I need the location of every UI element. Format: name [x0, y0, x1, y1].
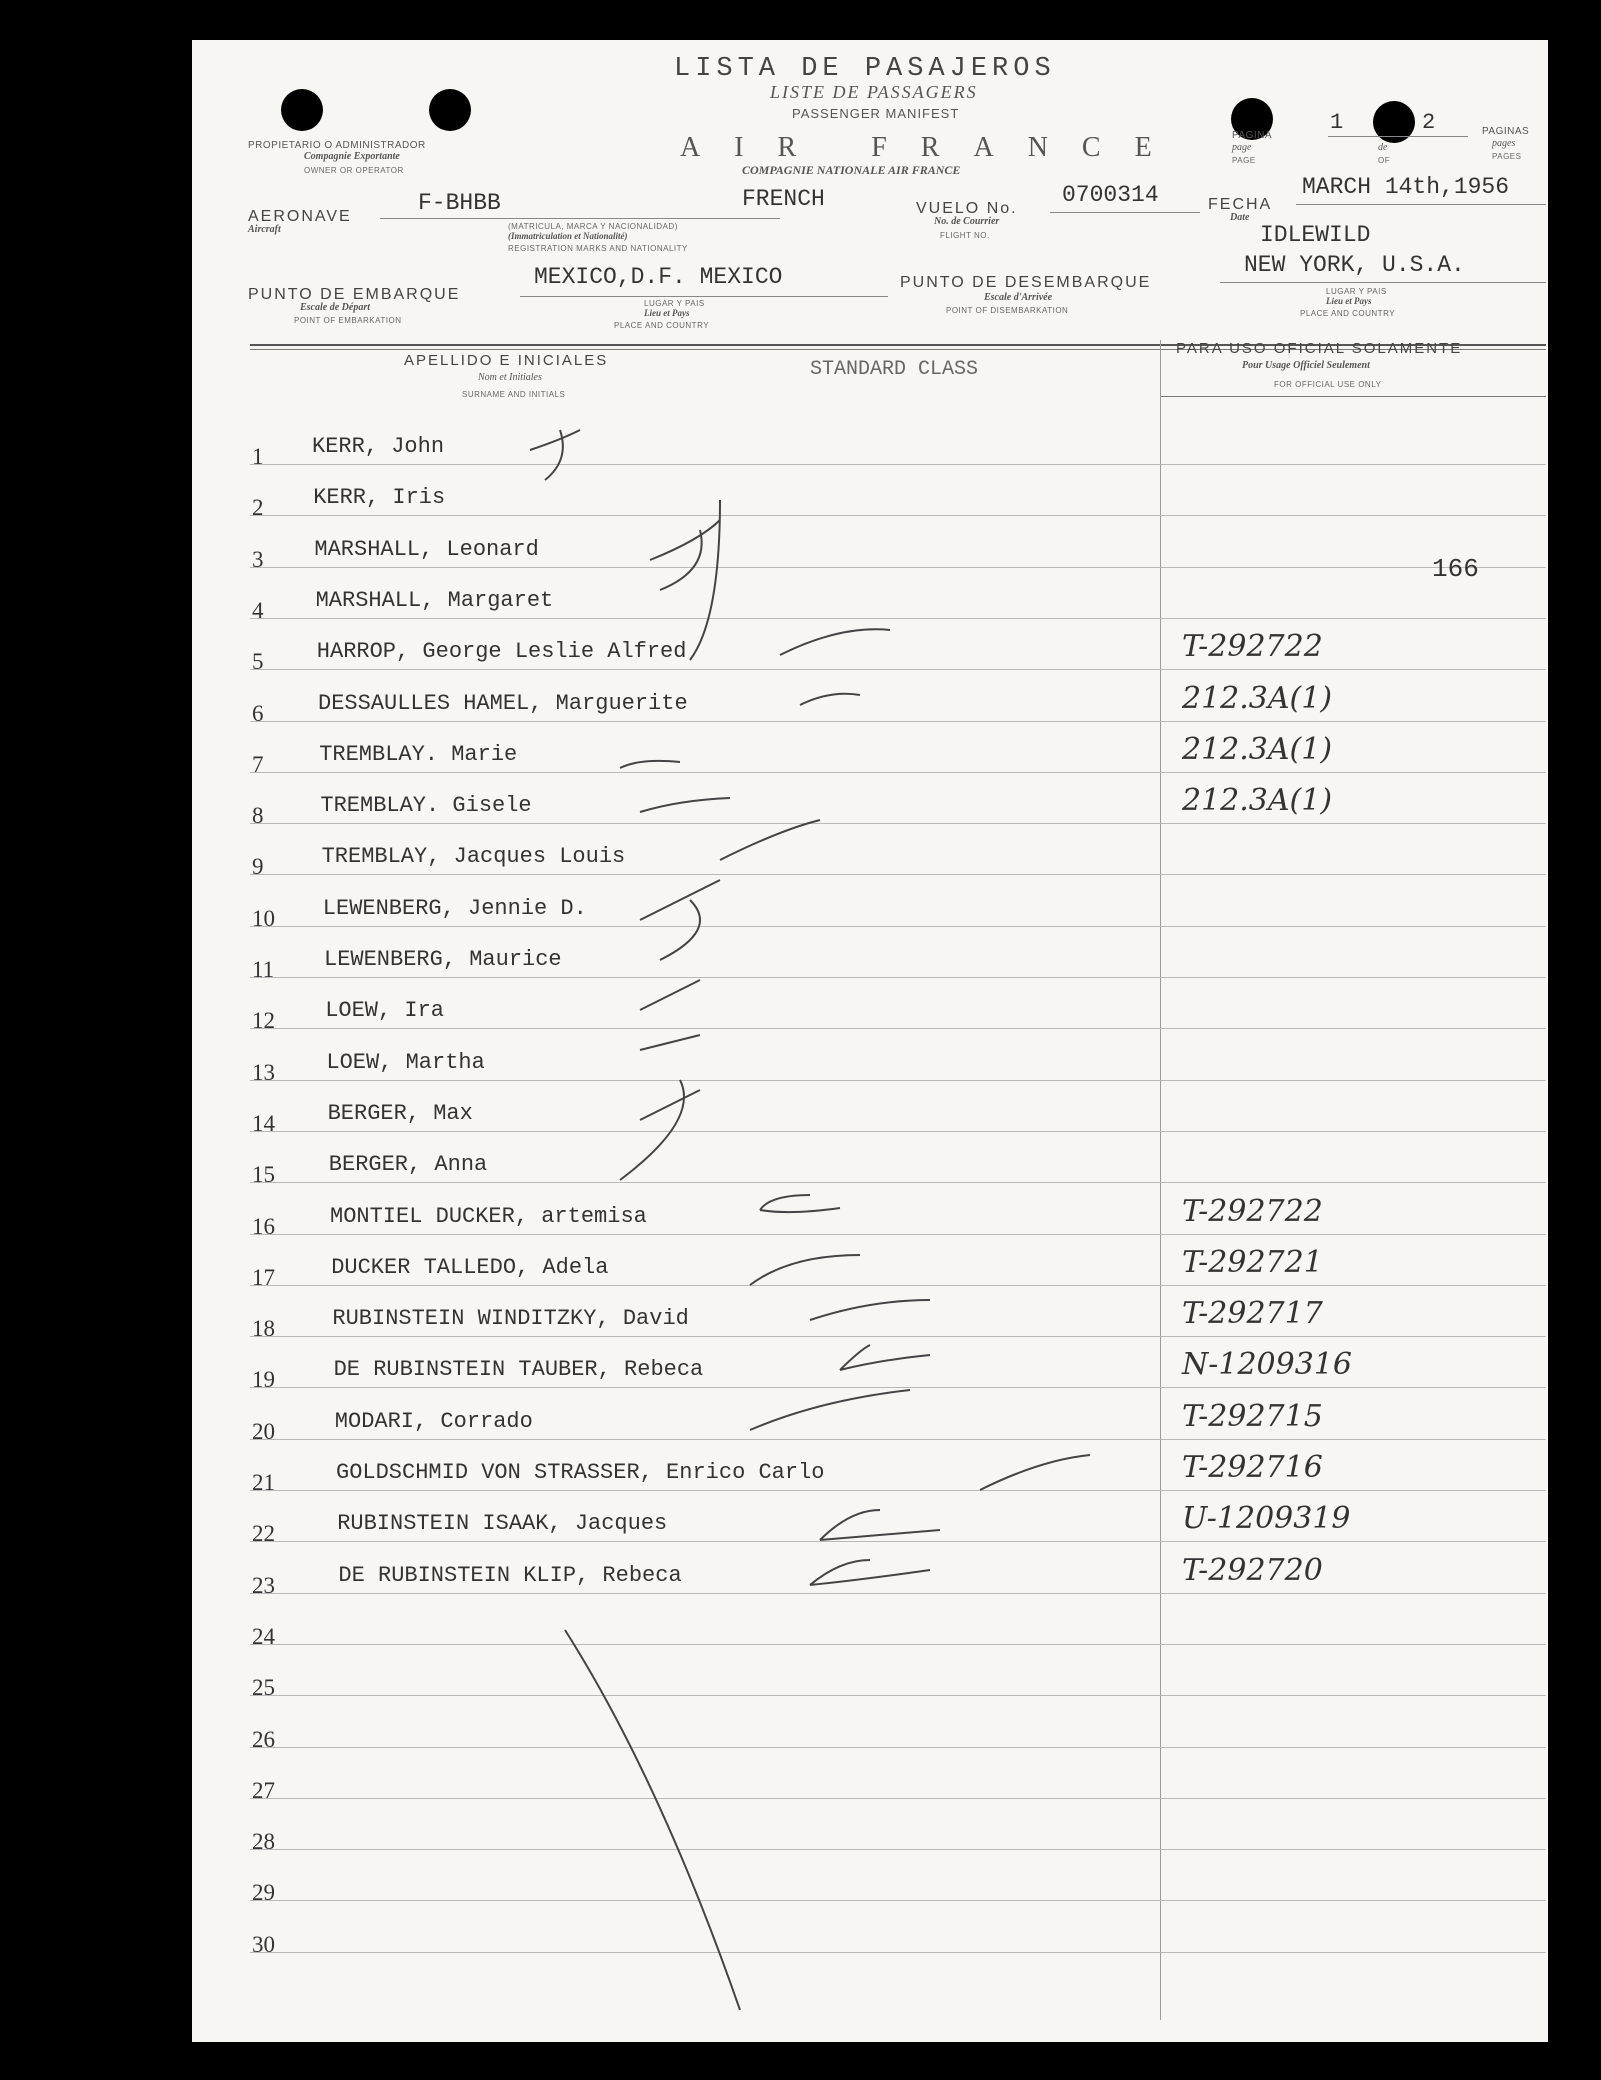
row-number: 13	[252, 1059, 275, 1085]
of-label-en: OF	[1378, 156, 1391, 165]
standard-class-label: STANDARD CLASS	[810, 358, 979, 381]
aircraft-registration: F-BHBB	[418, 190, 501, 216]
flight-number: 0700314	[1062, 182, 1159, 208]
official-entry: 166	[1432, 553, 1479, 584]
registration-label-fr: (Immatriculation et Nationalité)	[508, 231, 628, 241]
passenger-name: DUCKER TALLEDO, Adela	[331, 1254, 609, 1280]
passenger-name: DE RUBINSTEIN TAUBER, Rebeca	[333, 1357, 704, 1383]
passenger-name: DESSAULLES HAMEL, Marguerite	[318, 690, 688, 716]
pages-label-fr: pages	[1492, 138, 1516, 149]
row-number: 2	[252, 495, 264, 521]
passenger-name: LEWENBERG, Maurice	[324, 947, 562, 972]
airline-name: AIR FRANCE	[680, 132, 1186, 163]
row-number: 19	[252, 1367, 275, 1393]
row-number: 27	[252, 1777, 275, 1803]
place-label-es: LUGAR Y PAIS	[644, 299, 705, 308]
disembark-place-label-es: LUGAR Y PAIS	[1326, 287, 1387, 296]
owner-label-en: OWNER OR OPERATOR	[304, 166, 404, 175]
row-number: 20	[252, 1418, 275, 1444]
page-total: 2	[1422, 110, 1436, 135]
passenger-name: KERR, Iris	[313, 485, 446, 511]
official-entry: 212.3A(1)	[1182, 731, 1333, 767]
page-number: 1	[1330, 110, 1344, 135]
official-entry: T-292716	[1182, 1450, 1323, 1485]
disembark-place: NEW YORK, U.S.A.	[1244, 252, 1465, 278]
passenger-name: GOLDSCHMID VON STRASSER, Enrico Carlo	[336, 1460, 825, 1485]
disembark-city: IDLEWILD	[1260, 222, 1371, 248]
registration-label-en: REGISTRATION MARKS AND NATIONALITY	[508, 244, 688, 253]
passenger-name: DE RUBINSTEIN KLIP, Rebeca	[338, 1562, 682, 1588]
page-label-es: PAGINA	[1232, 130, 1273, 141]
row-number: 18	[252, 1316, 275, 1342]
row-number: 10	[252, 905, 275, 931]
row-number: 3	[252, 546, 264, 572]
official-col-fr: Pour Usage Officiel Seulement	[1242, 360, 1370, 371]
pages-label-es: PAGINAS	[1482, 126, 1530, 137]
row-number: 21	[252, 1470, 275, 1495]
title-fr: LISTE DE PASSAGERS	[770, 82, 978, 102]
row-number: 8	[252, 803, 264, 829]
row-number: 4	[252, 597, 264, 623]
row-number: 5	[252, 649, 264, 675]
airline-sub: COMPAGNIE NATIONALE AIR FRANCE	[742, 163, 961, 177]
row-number: 24	[252, 1623, 275, 1649]
official-col-en: FOR OFFICIAL USE ONLY	[1274, 380, 1382, 389]
surname-col-fr: Nom et Initiales	[478, 372, 542, 383]
passenger-name: LOEW, Ira	[325, 998, 445, 1024]
row-number: 11	[252, 957, 275, 982]
place-label-fr: Lieu et Pays	[644, 308, 690, 318]
embark-label-en: POINT OF EMBARKATION	[294, 316, 402, 325]
owner-label-fr: Compagnie Exportante	[304, 151, 400, 162]
row-number: 25	[252, 1675, 275, 1701]
embark-place: MEXICO,D.F. MEXICO	[534, 264, 783, 290]
pages-label-en: PAGES	[1492, 152, 1522, 161]
passenger-name: RUBINSTEIN ISAAK, Jacques	[337, 1511, 668, 1537]
row-number: 26	[252, 1726, 275, 1752]
aircraft-label-fr: Aircraft	[248, 224, 281, 235]
official-entry: T-292720	[1182, 1552, 1323, 1588]
official-entry: N-1209316	[1182, 1347, 1352, 1383]
title-es: LISTA DE PASAJEROS	[674, 54, 1056, 84]
row-number: 16	[252, 1213, 275, 1239]
disembark-place-label-en: PLACE AND COUNTRY	[1300, 309, 1396, 318]
passenger-name: LEWENBERG, Jennie D.	[322, 895, 587, 921]
page-label-en: PAGE	[1232, 156, 1256, 165]
disembark-label-en: POINT OF DISEMBARKATION	[946, 306, 1069, 315]
page-label-fr: page	[1232, 142, 1252, 153]
row-number: 28	[252, 1829, 275, 1855]
official-entry: T-292722	[1182, 1193, 1323, 1229]
row-number: 23	[252, 1572, 275, 1598]
flight-label-en: FLIGHT NO.	[940, 231, 990, 240]
row-number: 9	[252, 854, 264, 880]
row-number: 15	[252, 1162, 275, 1188]
row-number: 29	[252, 1880, 275, 1906]
row-number: 17	[252, 1264, 275, 1290]
official-entry: T-292715	[1182, 1398, 1323, 1434]
passenger-name: MODARI, Corrado	[334, 1408, 533, 1434]
of-label-es: de	[1378, 142, 1388, 153]
embark-label: PUNTO DE EMBARQUE	[248, 286, 461, 303]
row-number: 30	[252, 1931, 275, 1957]
passenger-name: BERGER, Anna	[328, 1152, 488, 1178]
passenger-name: HARROP, George Leslie Alfred	[316, 639, 687, 665]
registration-label-es: (MATRICULA, MARCA Y NACIONALIDAD)	[508, 222, 678, 231]
row-number: 1	[252, 444, 264, 469]
surname-col-en: SURNAME AND INITIALS	[462, 390, 566, 399]
row-number: 12	[252, 1008, 275, 1034]
official-entry: T-292717	[1182, 1296, 1323, 1332]
flight-label: VUELO No.	[916, 200, 1018, 217]
passenger-name: BERGER, Max	[327, 1100, 473, 1126]
official-entry: T-292721	[1182, 1244, 1323, 1280]
aircraft-nationality: FRENCH	[742, 186, 825, 212]
official-entry: 212.3A(1)	[1182, 783, 1333, 819]
passenger-name: TREMBLAY, Jacques Louis	[321, 844, 626, 870]
place-label-en: PLACE AND COUNTRY	[614, 321, 710, 330]
official-entry: T-292722	[1182, 629, 1323, 665]
surname-col-es: APELLIDO E INICIALES	[404, 352, 609, 369]
passenger-name: MARSHALL, Leonard	[314, 536, 539, 562]
embark-label-fr: Escale de Départ	[300, 302, 370, 313]
passenger-name: MONTIEL DUCKER, artemisa	[330, 1203, 647, 1229]
disembark-place-label-fr: Lieu et Pays	[1326, 296, 1372, 306]
date-label-fr: Date	[1230, 212, 1250, 223]
disembark-label: PUNTO DE DESEMBARQUE	[900, 274, 1152, 291]
title-en: PASSENGER MANIFEST	[792, 106, 960, 121]
row-number: 7	[252, 751, 264, 777]
official-entry: 212.3A(1)	[1182, 680, 1333, 716]
passenger-name: MARSHALL, Margaret	[315, 587, 554, 613]
disembark-label-fr: Escale d'Arrivée	[984, 292, 1053, 303]
passenger-name: TREMBLAY. Marie	[319, 741, 518, 767]
passenger-name: KERR, John	[312, 434, 445, 459]
passenger-name: RUBINSTEIN WINDITZKY, David	[332, 1306, 689, 1332]
row-number: 22	[252, 1521, 275, 1547]
passenger-name: LOEW, Martha	[326, 1049, 485, 1075]
passenger-name: TREMBLAY. Gisele	[320, 793, 532, 819]
row-number: 14	[252, 1110, 275, 1136]
flight-label-fr: No. de Courrier	[934, 216, 1000, 227]
row-number: 6	[252, 700, 264, 726]
owner-label-es: PROPIETARIO O ADMINISTRADOR	[248, 140, 426, 151]
official-col-es: PARA USO OFICIAL SOLAMENTE	[1176, 340, 1463, 357]
aircraft-label: AERONAVE	[248, 208, 352, 225]
date-label: FECHA	[1208, 196, 1273, 213]
flight-date: MARCH 14th,1956	[1302, 174, 1510, 200]
official-entry: U-1209319	[1182, 1501, 1351, 1537]
